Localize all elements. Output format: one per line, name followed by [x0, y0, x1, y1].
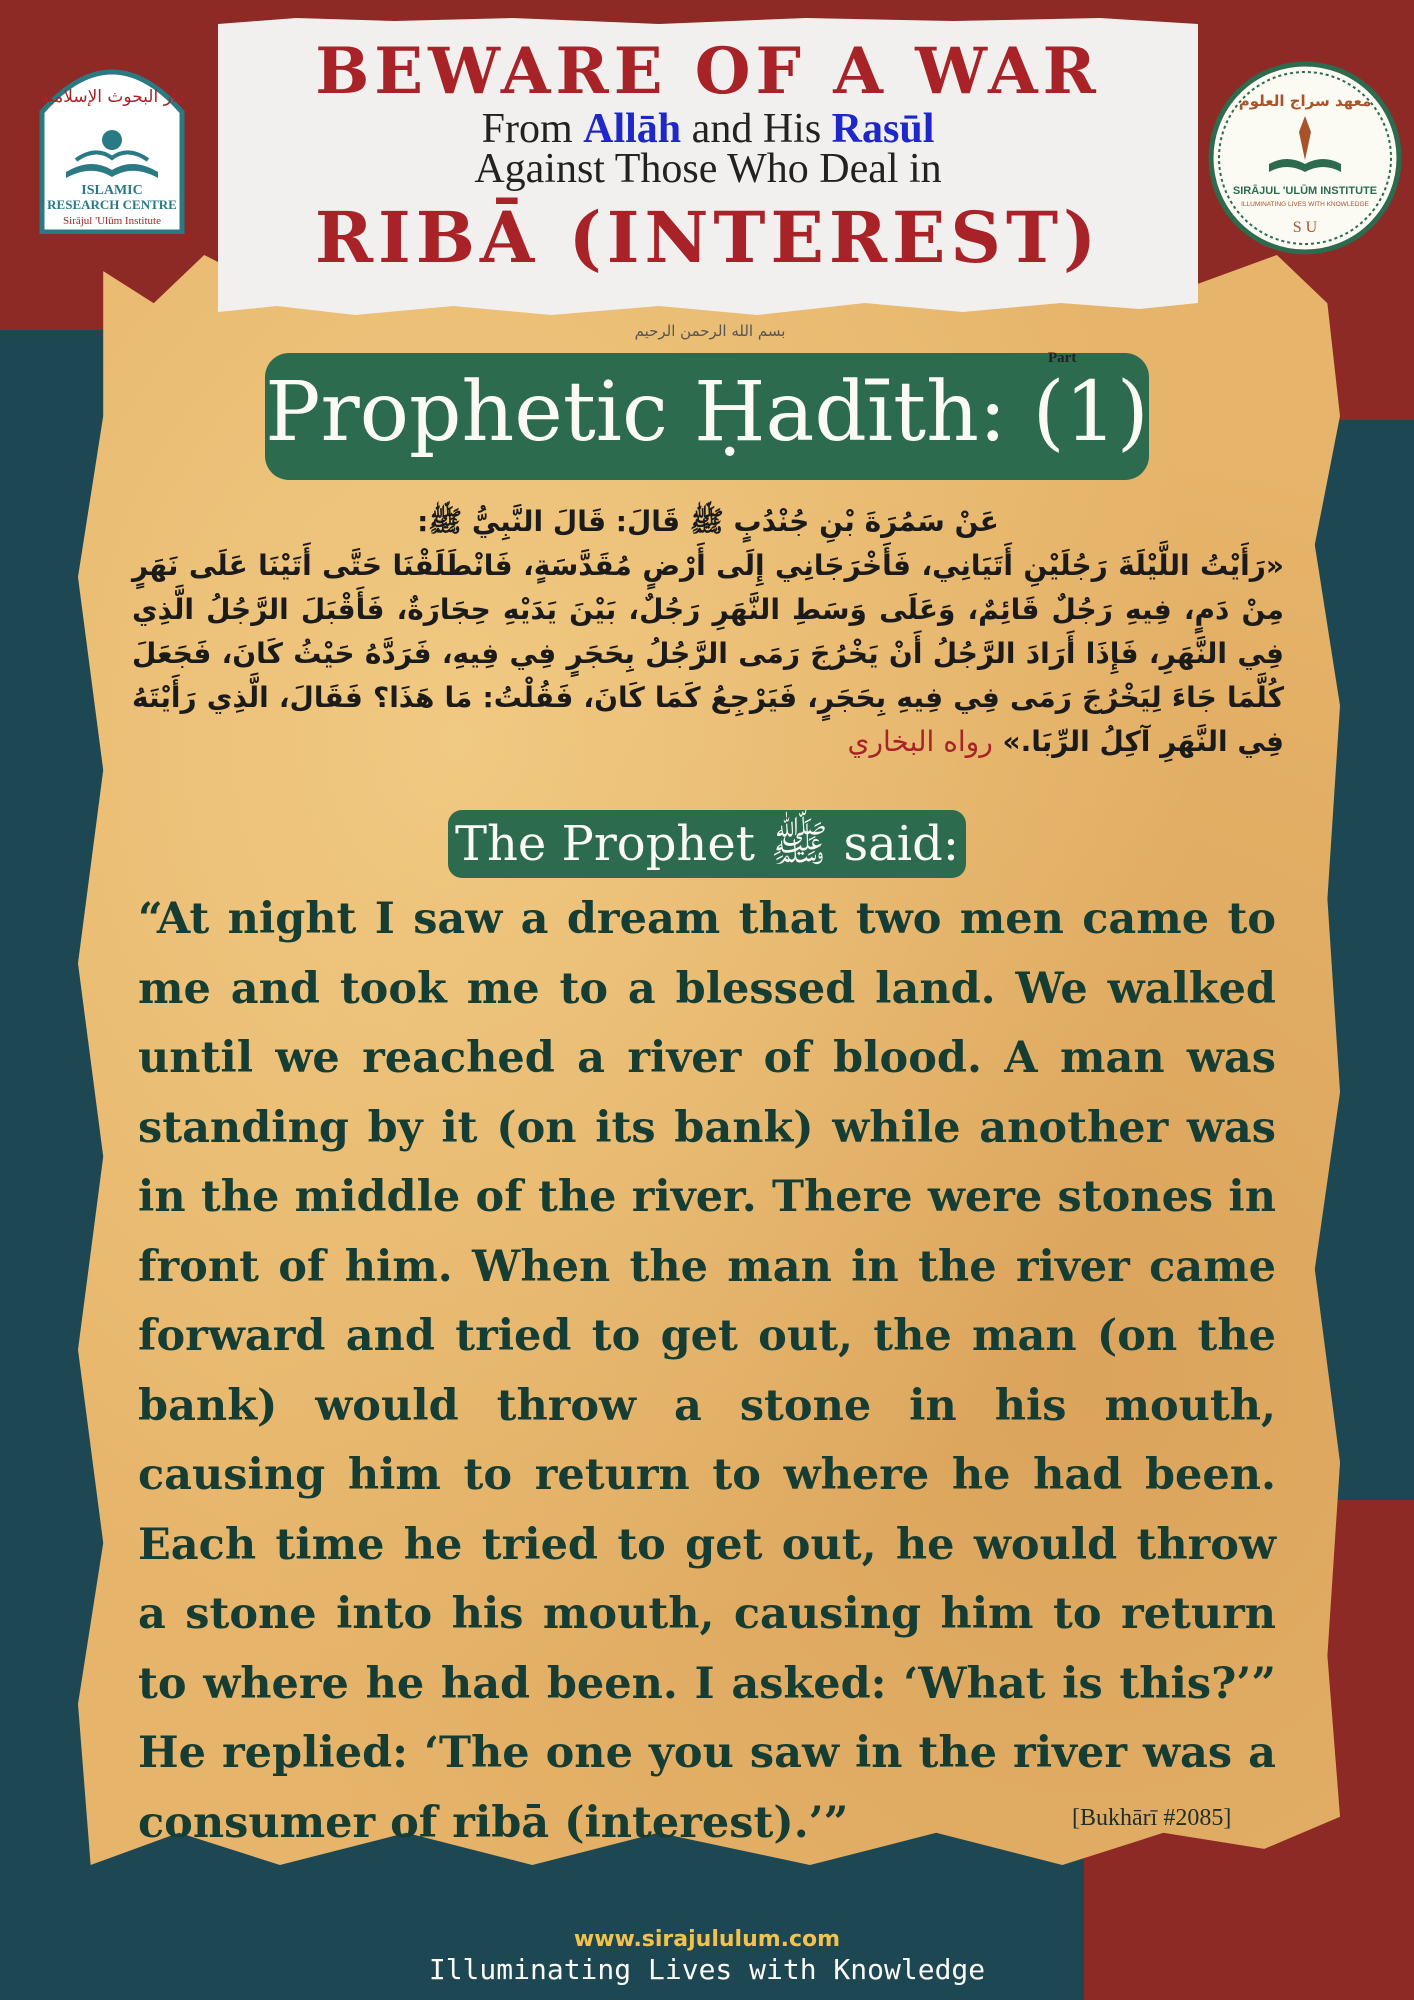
header-subtitle-line1: From Allāh and His Rasūl — [481, 106, 935, 152]
sirajul-ulum-institute-logo — [1207, 60, 1403, 256]
arabic-reference: رواه البخاري — [847, 725, 993, 758]
english-translation: “At night I saw a dream that two men came to me and took me to a blessed land. We walked until we reached a river of blood. A man was standing by it (on its bank) while another was in the middle of the river. There were stones in front of him. When the man in the river came forward and tried to get out, the man (on the bank) would throw a stone in his mouth, causing him to return to where he had been. Each time he tried to get out, he would throw a stone into his mouth, causing him to return to where he had been. I asked: ‘What is this?’” He replied: ‘The one you saw in the river was a consumer of ribā (interest).’” — [138, 894, 1276, 1848]
svg-text:ISLAMIC: ISLAMIC — [81, 183, 143, 198]
islamic-research-centre-logo — [36, 42, 188, 234]
part-label: Part — [1048, 350, 1077, 366]
header-subtitle-line2: Against Those Who Deal in — [474, 146, 942, 192]
arabic-narrator-line: عَنْ سَمُرَةَ بْنِ جُنْدُبٍ ﷺ قَالَ: قَالَ النَّبِيُّ ﷺ: — [417, 505, 999, 538]
prophet-said-label: The Prophet ﷺ said: — [454, 816, 960, 872]
svg-text:SIRĀJUL 'ULŪM INSTITUTE: SIRĀJUL 'ULŪM INSTITUTE — [1232, 185, 1378, 197]
svg-text:معهد سراج العلوم: معهد سراج العلوم — [1238, 92, 1372, 110]
svg-text:RESEARCH CENTRE: RESEARCH CENTRE — [47, 197, 177, 212]
header-title-line2: RIBĀ (INTEREST) — [314, 196, 1102, 279]
footer-tagline: Illuminating Lives with Knowledge — [428, 1953, 986, 1986]
section-title: Prophetic Ḥadīth: (1) — [265, 365, 1149, 460]
bismillah-calligraphy: بسم الله الرحمن الرحيم — [634, 322, 786, 340]
header-title-line1: BEWARE OF A WAR — [315, 34, 1101, 109]
arabic-hadith-text — [132, 500, 1284, 764]
arabic-hadith-body: «رَأَيْتُ اللَّيْلَةَ رَجُلَيْنِ أَتَيَانِي، فَأَخْرَجَانِي إِلَى أَرْضٍ مُقَدَّسَةٍ، فَانْطَلَقْنَا حَتَّى أَتَيْنَا عَلَى نَهَرٍ مِنْ دَمٍ، فِيهِ رَجُلٌ قَائِمٌ، وَعَلَى وَسَطِ النَّهَرِ رَجُلٌ، بَيْنَ يَدَيْهِ حِجَارَةٌ، فَأَقْبَلَ الرَّجُلُ الَّذِي فِي النَّهَرِ، فَإِذَا أَرَادَ الرَّجُلُ أَنْ يَخْرُجَ رَمَى الرَّجُلُ بِحَجَرٍ فِي فِيهِ، فَرَدَّهُ حَيْثُ كَانَ، فَجَعَلَ كُلَّمَا جَاءَ لِيَخْرُجَ رَمَى فِي فِيهِ بِحَجَرٍ، فَيَرْجِعُ كَمَا كَانَ، فَقُلْتُ: مَا هَذَا؟ فَقَالَ، الَّذِي رَأَيْتَهُ فِي النَّهَرِ آكِلُ الرِّبَا.» — [132, 549, 1284, 758]
footer-website-link[interactable]: www.sirajululum.com — [573, 1927, 841, 1952]
hadith-citation: [Bukhārī #2085] — [1072, 1805, 1232, 1831]
svg-text:دار البحوث الإسلامية: دار البحوث الإسلامية — [39, 87, 185, 107]
svg-text:S U: S U — [1292, 219, 1318, 236]
svg-text:ILLUMINATING LIVES WITH KNOWLE: ILLUMINATING LIVES WITH KNOWLEDGE — [1241, 201, 1369, 208]
svg-text:Sirājul 'Ulūm Institute: Sirājul 'Ulūm Institute — [63, 215, 161, 227]
